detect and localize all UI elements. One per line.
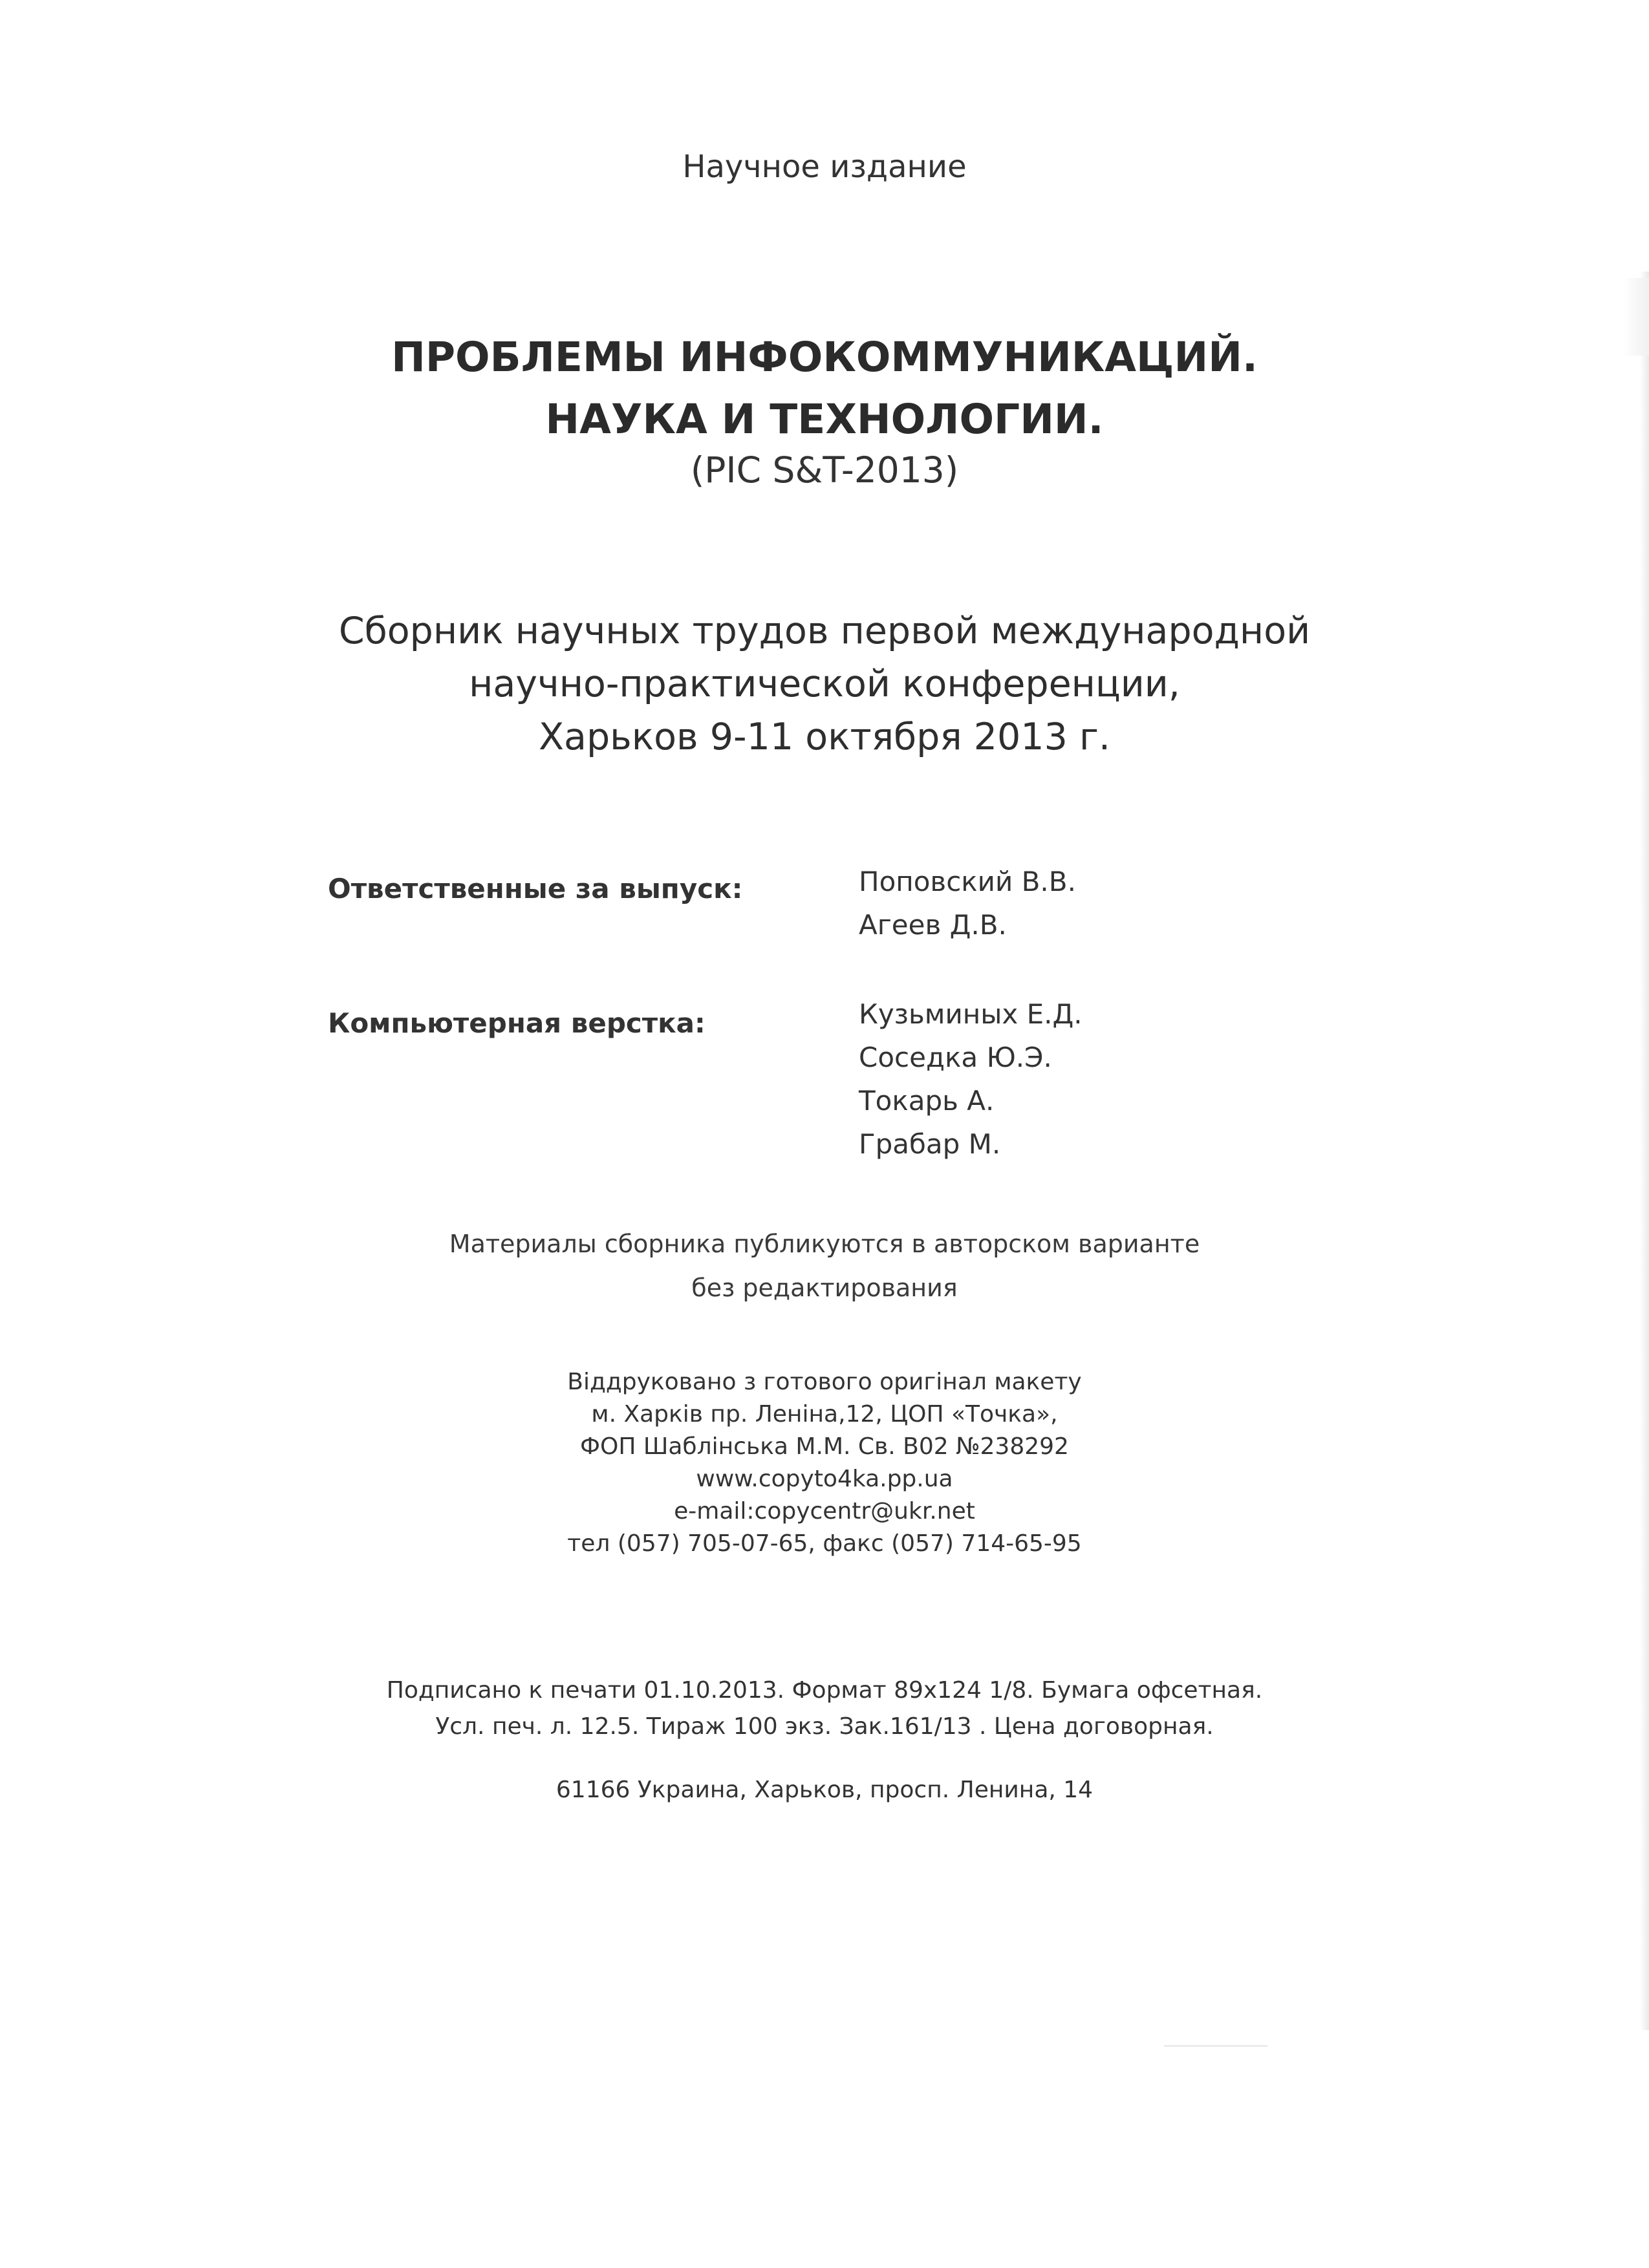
responsible-label: Ответственные за выпуск:	[328, 873, 743, 904]
collection-line: Сборник научных трудов первой международной	[338, 610, 1311, 652]
publication-note	[0, 1222, 1649, 1310]
conference-code: (PIC S&T-2013)	[690, 449, 959, 491]
layout-staff-label: Компьютерная верстка:	[328, 1007, 706, 1039]
person-name: Агеев Д.В.	[859, 909, 1007, 941]
note-line: без редактирования	[691, 1274, 958, 1302]
printer-line: м. Харків пр. Леніна,12, ЦОП «Точка»,	[591, 1401, 1058, 1428]
title-line: НАУКА И ТЕХНОЛОГИИ.	[545, 396, 1104, 443]
person-name: Грабар М.	[859, 1128, 1001, 1160]
title-line: ПРОБЛЕМЫ ИНФОКОММУНИКАЦИЙ.	[391, 334, 1258, 381]
collection-line: Харьков 9-11 октября 2013 г.	[538, 716, 1111, 758]
printer-line: e-mail:copycentr@ukr.net	[674, 1498, 975, 1524]
collection-description	[0, 604, 1649, 764]
imprint-line: Подписано к печати 01.10.2013. Формат 89x124 1/8. Бумага офсетная.	[386, 1677, 1263, 1704]
scan-edge-shadow	[1640, 272, 1649, 2030]
edition-type: Научное издание	[682, 149, 967, 185]
imprint-info	[0, 1673, 1649, 1745]
responsible-names	[859, 860, 1076, 947]
collection-line: научно-практической конференции,	[469, 663, 1180, 705]
scan-edge-mark	[1623, 278, 1649, 356]
printer-line: www.copyto4ka.pp.ua	[696, 1466, 953, 1492]
layout-staff-names	[859, 992, 1083, 1166]
person-name: Поповский В.В.	[859, 866, 1076, 897]
printer-line: ФОП Шаблінська М.М. Св. В02 №238292	[580, 1433, 1069, 1460]
imprint-line: Усл. печ. л. 12.5. Тираж 100 экз. Зак.161/13 . Цена договорная.	[435, 1713, 1214, 1740]
printer-line: тел (057) 705-07-65, факс (057) 714-65-95	[567, 1530, 1082, 1557]
person-name: Токарь А.	[859, 1085, 995, 1117]
person-name: Кузьминых Е.Д.	[859, 998, 1083, 1030]
person-name: Соседка Ю.Э.	[859, 1042, 1052, 1073]
scan-artifact-line	[1164, 2045, 1267, 2047]
publisher-address: 61166 Украина, Харьков, просп. Ленина, 14	[555, 1777, 1094, 1803]
printer-line: Віддруковано з готового оригінал макету	[567, 1369, 1082, 1395]
printer-info	[0, 1366, 1649, 1560]
note-line: Материалы сборника публикуются в авторском варианте	[449, 1230, 1200, 1258]
document-title	[0, 326, 1649, 451]
